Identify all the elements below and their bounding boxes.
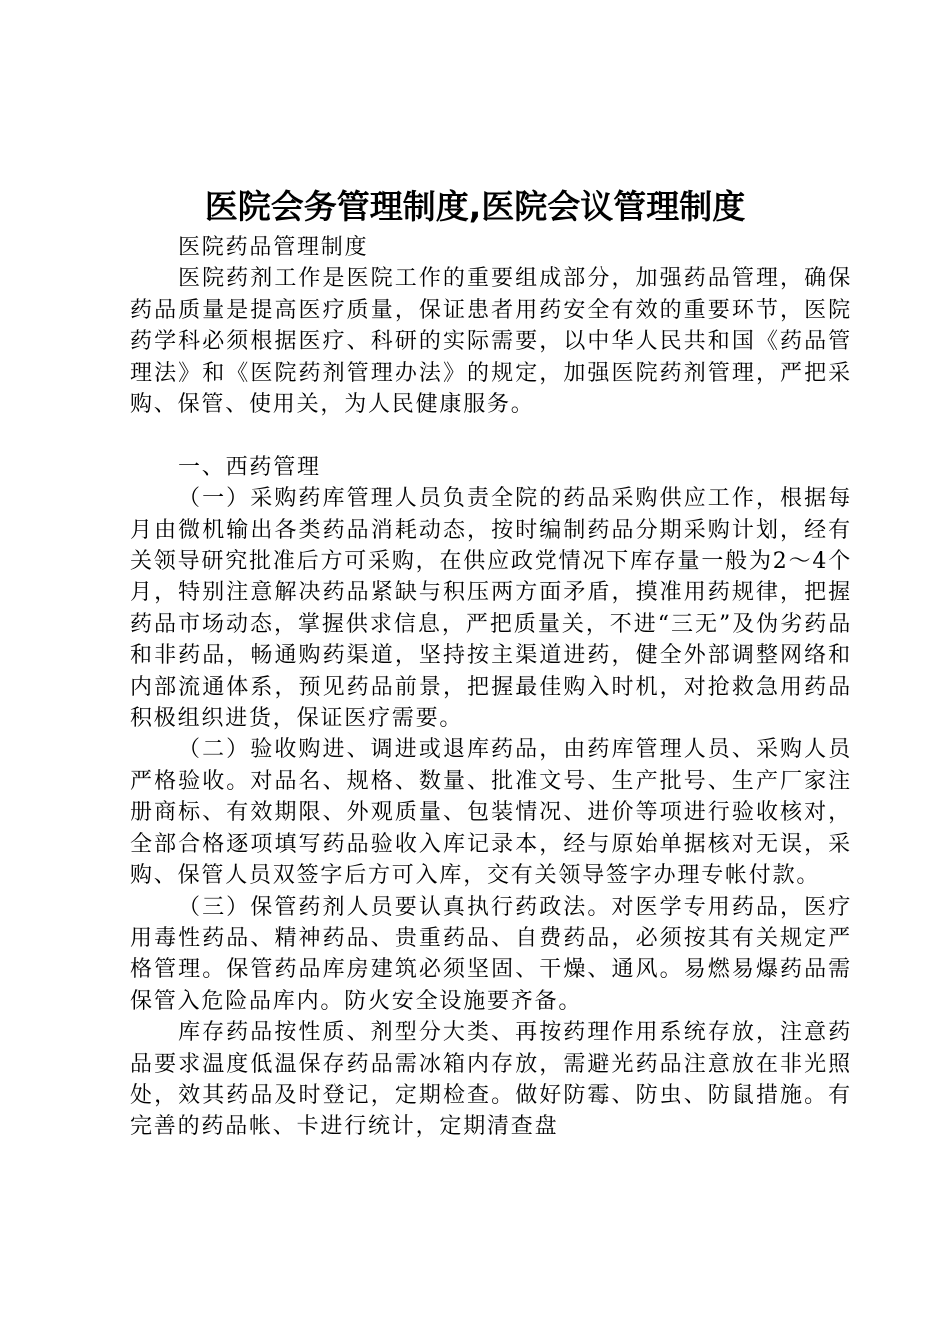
section-heading: 一、西药管理	[178, 454, 321, 480]
paragraph-spacer	[130, 420, 852, 451]
document-subtitle: 医院药品管理制度	[178, 235, 369, 260]
intro-paragraph: 医院药剂工作是医院工作的重要组成部分，加强药品管理，确保药品质量是提高医疗质量，保证患者用药安全有效的重要环节，医院药学科必须根据医疗、科研的实际需要，以中华人民共和国《药品管理法》和《医院药剂管理办法》的规定，加强医院药剂管理，严把采购、保管、使用关，为人民健康服务。	[130, 266, 852, 418]
paragraph-inventory: 库存药品按性质、剂型分大类、再按药理作用系统存放，注意药品要求温度低温保存药品需冰箱内存放，需避光药品注意放在非光照处，效其药品及时登记，定期检查。做好防霉、防虫、防鼠措施。有完善的药品帐、卡进行统计，定期清查盘	[130, 1020, 852, 1140]
paragraph-storage: （三）保管药剂人员要认真执行药政法。对医学专用药品，医疗用毒性药品、精神药品、贵重药品、自费药品，必须按其有关规定严格管理。保管药品库房建筑必须坚固、干燥、通风。易燃易爆药品需保管入危险品库内。防火安全设施要齐备。	[130, 894, 852, 1014]
document-title: 医院会务管理制度,医院会议管理制度	[204, 187, 746, 226]
document-body	[130, 232, 852, 1143]
paragraph-acceptance: （二）验收购进、调进或退库药品，由药库管理人员、采购人员严格验收。对品名、规格、数量、批准文号、生产批号、生产厂家注册商标、有效期限、外观质量、包装情况、进价等项进行验收核对，全部合格逐项填写药品验收入库记录本，经与原始单据核对无误，采购、保管人员双签字后方可入库，交有关领导签字办理专帐付款。	[130, 737, 852, 889]
paragraph-procurement: （一）采购药库管理人员负责全院的药品采购供应工作，根据每月由微机输出各类药品消耗动态，按时编制药品分期采购计划，经有关领导研究批准后方可采购，在供应政党情况下库存量一般为2～4个月，特别注意解决药品紧缺与积压两方面矛盾，摸准用药规律，把握药品市场动态，掌握供求信息，严把质量关，不进“三无”及伪劣药品和非药品，畅通购药渠道，坚持按主渠道进药，健全外部调整网络和内部流通体系，预见药品前景，把握最佳购入时机，对抢救急用药品积极组织进货，保证医疗需要。	[130, 486, 852, 732]
